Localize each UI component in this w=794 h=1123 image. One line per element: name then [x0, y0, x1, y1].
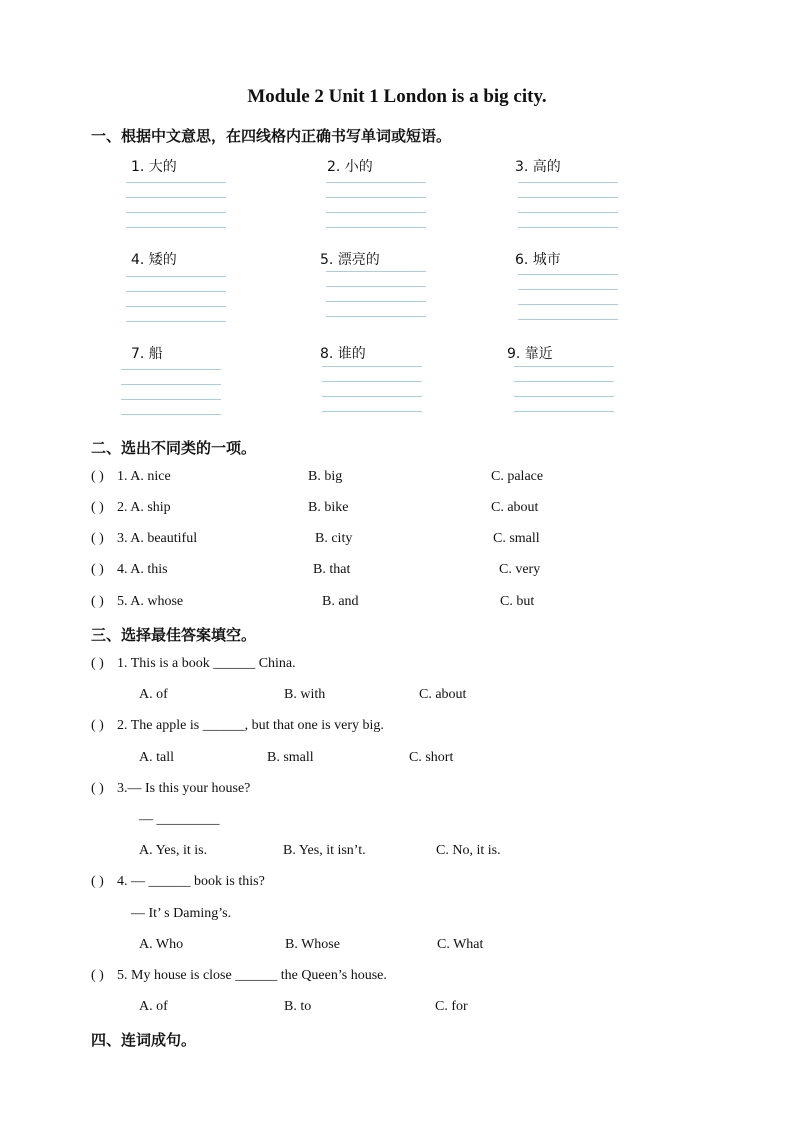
- option-b: B. to: [284, 999, 312, 1014]
- option-a: A. tall: [139, 750, 174, 765]
- option-a: A. of: [139, 687, 168, 702]
- option-b: B. with: [284, 687, 326, 702]
- answer-paren[interactable]: ( ): [91, 531, 104, 546]
- vocab-word-8: 8. 谁的: [320, 346, 366, 362]
- reply-line: — _________: [139, 812, 220, 827]
- answer-paren[interactable]: ( ): [91, 594, 104, 609]
- option-c: C. small: [493, 531, 540, 546]
- four-line-grid-5[interactable]: [326, 271, 426, 317]
- option-b: B. bike: [308, 500, 349, 515]
- answer-paren[interactable]: ( ): [91, 656, 104, 671]
- vocab-word-6: 6. 城市: [515, 252, 561, 268]
- four-line-grid-3[interactable]: [518, 182, 618, 228]
- option-c: C. What: [437, 937, 484, 952]
- four-line-grid-6[interactable]: [518, 274, 618, 320]
- four-line-grid-1[interactable]: [126, 182, 226, 228]
- question-stem: 3.— Is this your house?: [117, 781, 251, 796]
- option-c: C. No, it is.: [436, 843, 501, 858]
- option-b: B. small: [267, 750, 314, 765]
- answer-paren[interactable]: ( ): [91, 781, 104, 796]
- four-line-grid-4[interactable]: [126, 276, 226, 322]
- four-line-grid-7[interactable]: [121, 369, 221, 415]
- question-stem: 2. The apple is ______, but that one is very big.: [117, 718, 384, 733]
- question-stem: 5. My house is close ______ the Queen’s house.: [117, 968, 387, 983]
- option-b: B. that: [313, 562, 351, 577]
- answer-paren[interactable]: ( ): [91, 874, 104, 889]
- option-b: B. Whose: [285, 937, 340, 952]
- option-c: C. very: [499, 562, 541, 577]
- reply-line: — It’ s Daming’s.: [131, 906, 232, 921]
- four-line-grid-2[interactable]: [326, 182, 426, 228]
- option-a: 5. A. whose: [117, 594, 184, 609]
- option-c: C. short: [409, 750, 454, 765]
- option-c: C. about: [419, 687, 467, 702]
- option-b: B. city: [315, 531, 353, 546]
- section-1-heading: 一、根据中文意思，在四线格内正确书写单词或短语。: [91, 127, 452, 145]
- option-a: 4. A. this: [117, 562, 168, 577]
- vocab-word-2: 2. 小的: [327, 159, 373, 175]
- vocab-word-5: 5. 漂亮的: [320, 252, 380, 268]
- answer-paren[interactable]: ( ): [91, 718, 104, 733]
- question-stem: 4. — ______ book is this?: [117, 874, 265, 889]
- option-c: C. about: [491, 500, 539, 515]
- question-stem: 1. This is a book ______ China.: [117, 656, 296, 671]
- section-2-heading: 二、选出不同类的一项。: [91, 439, 257, 457]
- option-b: B. Yes, it isn’t.: [283, 843, 366, 858]
- four-line-grid-9[interactable]: [514, 366, 614, 412]
- vocab-word-3: 3. 高的: [515, 159, 561, 175]
- option-c: C. for: [435, 999, 468, 1014]
- page-title: Module 2 Unit 1 London is a big city.: [247, 86, 547, 107]
- option-c: C. palace: [491, 469, 544, 484]
- option-a: 2. A. ship: [117, 500, 171, 515]
- option-b: B. and: [322, 594, 359, 609]
- vocab-word-1: 1. 大的: [131, 159, 177, 175]
- answer-paren[interactable]: ( ): [91, 968, 104, 983]
- option-b: B. big: [308, 469, 343, 484]
- option-a: A. Yes, it is.: [139, 843, 208, 858]
- section-3-heading: 三、选择最佳答案填空。: [91, 626, 257, 644]
- option-a: A. of: [139, 999, 168, 1014]
- option-a: 3. A. beautiful: [117, 531, 198, 546]
- option-a: A. Who: [139, 937, 184, 952]
- option-c: C. but: [500, 594, 535, 609]
- answer-paren[interactable]: ( ): [91, 562, 104, 577]
- vocab-word-9: 9. 靠近: [507, 346, 553, 362]
- vocab-word-4: 4. 矮的: [131, 252, 177, 268]
- answer-paren[interactable]: ( ): [91, 469, 104, 484]
- answer-paren[interactable]: ( ): [91, 500, 104, 515]
- four-line-grid-8[interactable]: [322, 366, 422, 412]
- option-a: 1. A. nice: [117, 469, 171, 484]
- vocab-word-7: 7. 船: [131, 346, 163, 362]
- section-4-heading: 四、连词成句。: [91, 1031, 197, 1049]
